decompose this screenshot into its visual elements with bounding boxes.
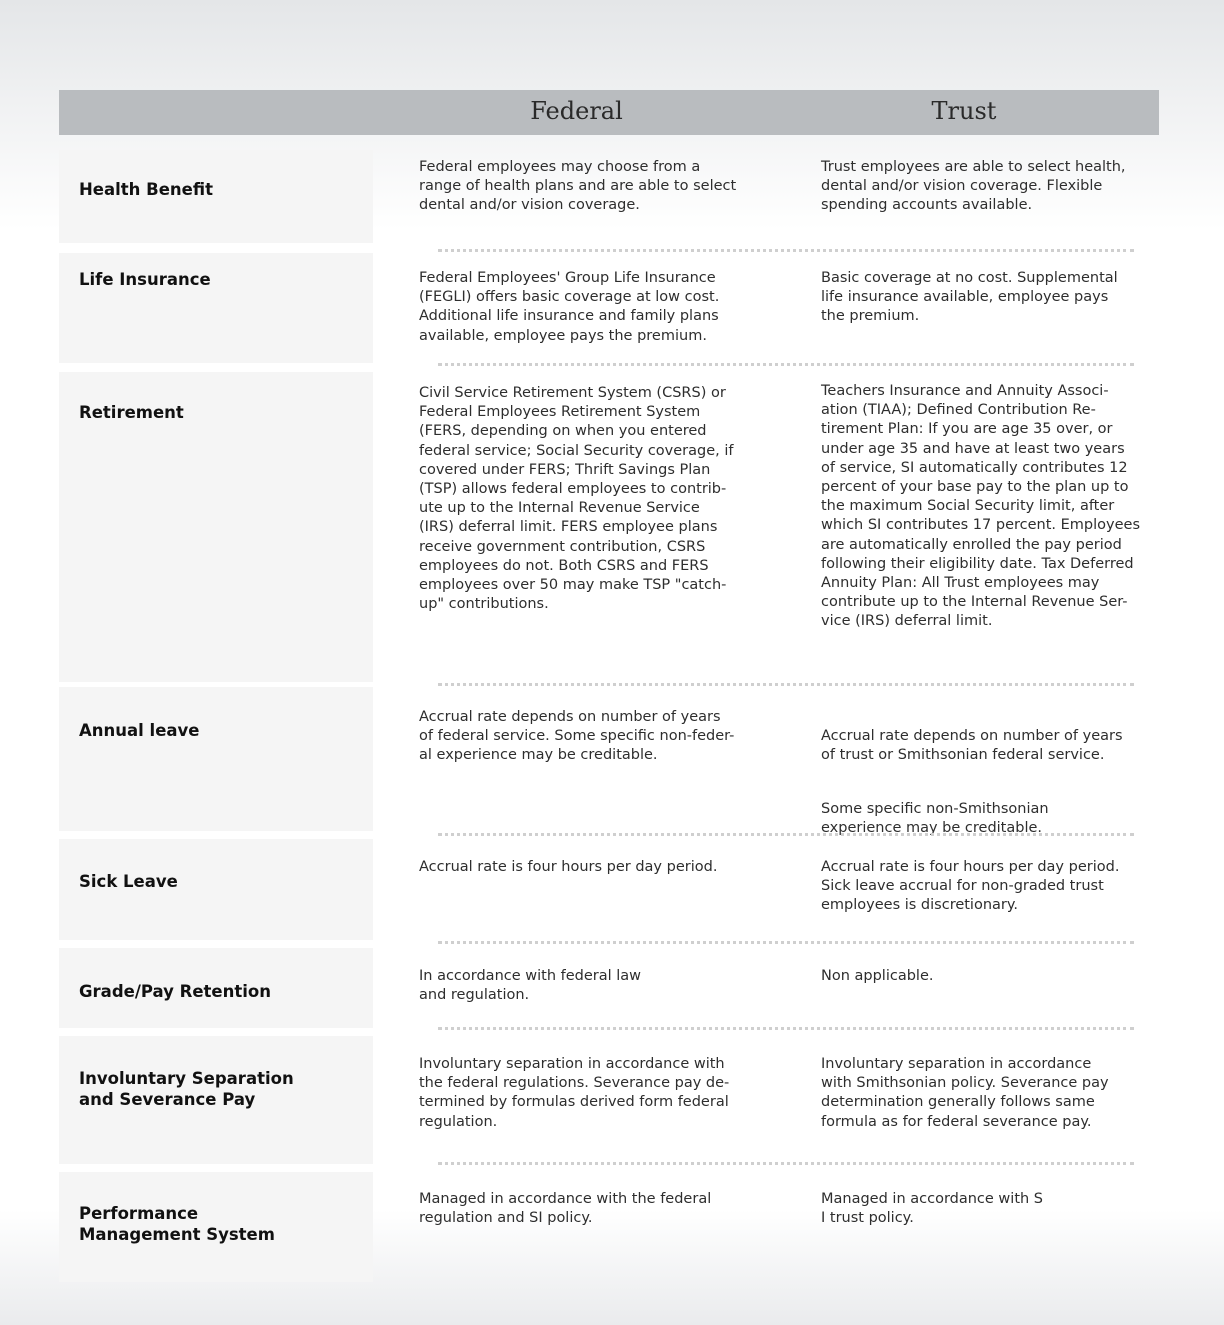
table-header-bar — [59, 90, 1159, 135]
federal-cell-involuntary-separation: Involuntary separation in accordance with the federal regulations. Severance pay de- termined by formulas derived form federal regulation. — [419, 1056, 730, 1130]
row-divider — [438, 1162, 1134, 1165]
federal-cell-sick-leave: Accrual rate is four hours per day period. — [419, 859, 718, 875]
federal-cell-performance-management: Managed in accordance with the federal regulation and SI policy. — [419, 1191, 712, 1227]
row-label-box — [59, 1036, 373, 1164]
row-divider — [438, 363, 1134, 366]
row-label-retirement: Retirement — [79, 403, 184, 422]
row-divider — [438, 1027, 1134, 1030]
row-label-box — [59, 948, 373, 1028]
table-row-life-insurance — [0, 253, 1224, 363]
table-row-involuntary-separation — [0, 1036, 1224, 1164]
trust-cell-sick-leave: Accrual rate is four hours per day period. Sick leave accrual for non-graded trust employees is discretionary. — [821, 859, 1120, 914]
row-label-box — [59, 1172, 373, 1282]
row-label-box — [59, 253, 373, 363]
row-label-grade-pay-retention: Grade/Pay Retention — [79, 982, 271, 1001]
row-divider — [438, 941, 1134, 944]
federal-cell-retirement: Civil Service Retirement System (CSRS) or Federal Employees Retirement System (FERS, depending on when you entered federal service; Social Security coverage, if covered under FERS; Thrift Savings Plan (TSP) allows federal employees to contrib- ute up to the Internal Revenue Service (IRS) deferral limit. FERS employee plans receive government contribution, CSRS employees do not. Both CSRS and FERS employees over 50 may make TSP "catch- up" contributions. — [419, 385, 734, 613]
trust-cell-life-insurance: Basic coverage at no cost. Supplemental life insurance available, employee pays the premium. — [821, 270, 1118, 325]
table-row-annual-leave — [0, 687, 1224, 837]
row-label-performance-management: Performance Management System — [79, 1204, 275, 1244]
row-label-box — [59, 839, 373, 940]
row-label-box — [59, 687, 373, 831]
row-label-life-insurance: Life Insurance — [79, 270, 211, 289]
trust-cell-health-benefit: Trust employees are able to select health, dental and/or vision coverage. Flexible spending accounts available. — [821, 159, 1126, 214]
table-row-grade-pay-retention — [0, 948, 1224, 1028]
table-row-health-benefit — [0, 150, 1224, 243]
federal-cell-grade-pay-retention: In accordance with federal law and regulation. — [419, 968, 642, 1004]
federal-column-heading: Federal — [530, 97, 623, 125]
trust-cell-performance-management: Managed in accordance with S I trust policy. — [821, 1191, 1044, 1227]
table-row-performance-management — [0, 1172, 1224, 1282]
table-row-sick-leave — [0, 839, 1224, 940]
row-divider — [438, 249, 1134, 252]
trust-cell-grade-pay-retention: Non applicable. — [821, 968, 934, 984]
federal-cell-health-benefit: Federal employees may choose from a range of health plans and are able to select dental and/or vision coverage. — [419, 159, 737, 214]
trust-column-heading: Trust — [931, 97, 997, 125]
row-label-sick-leave: Sick Leave — [79, 872, 178, 891]
row-divider — [438, 683, 1134, 686]
federal-cell-life-insurance: Federal Employees' Group Life Insurance (FEGLI) offers basic coverage at low cost. Additional life insurance and family plans available, employee pays the premium. — [419, 270, 720, 344]
trust-cell-retirement: Teachers Insurance and Annuity Associ- ation (TIAA); Defined Contribution Re- tirement Plan: If you are age 35 over, or under age 35 and have at least two years of service, SI automatically contributes 12 percent of your base pay to the plan up to the maximum Social Security limit, after which SI contributes 17 percent. Employees are automatically enrolled the pay period following their eligibility date. Tax Deferred Annuity Plan: All Trust employees may contribute up to the Internal Revenue Ser- vice (IRS) deferral limit. — [821, 383, 1140, 630]
trust-annual-leave-paragraph-2: Some specific non-Smithsonian experience may be creditable. — [821, 800, 1049, 837]
row-label-box — [59, 372, 373, 682]
row-label-involuntary-separation: Involuntary Separation and Severance Pay — [79, 1069, 294, 1109]
federal-cell-annual-leave: Accrual rate depends on number of years of federal service. Some specific non-feder- al experience may be creditable. — [419, 709, 735, 764]
row-label-annual-leave: Annual leave — [79, 721, 200, 740]
row-label-box — [59, 150, 373, 243]
row-divider — [438, 833, 1134, 836]
trust-cell-involuntary-separation: Involuntary separation in accordance with Smithsonian policy. Severance pay determination generally follows same formula as for federal severance pay. — [821, 1056, 1109, 1130]
trust-annual-leave-paragraph: Accrual rate depends on number of years of trust or Smithsonian federal service. — [821, 728, 1123, 764]
table-row-retirement — [0, 372, 1224, 682]
row-label-health-benefit: Health Benefit — [79, 180, 213, 199]
